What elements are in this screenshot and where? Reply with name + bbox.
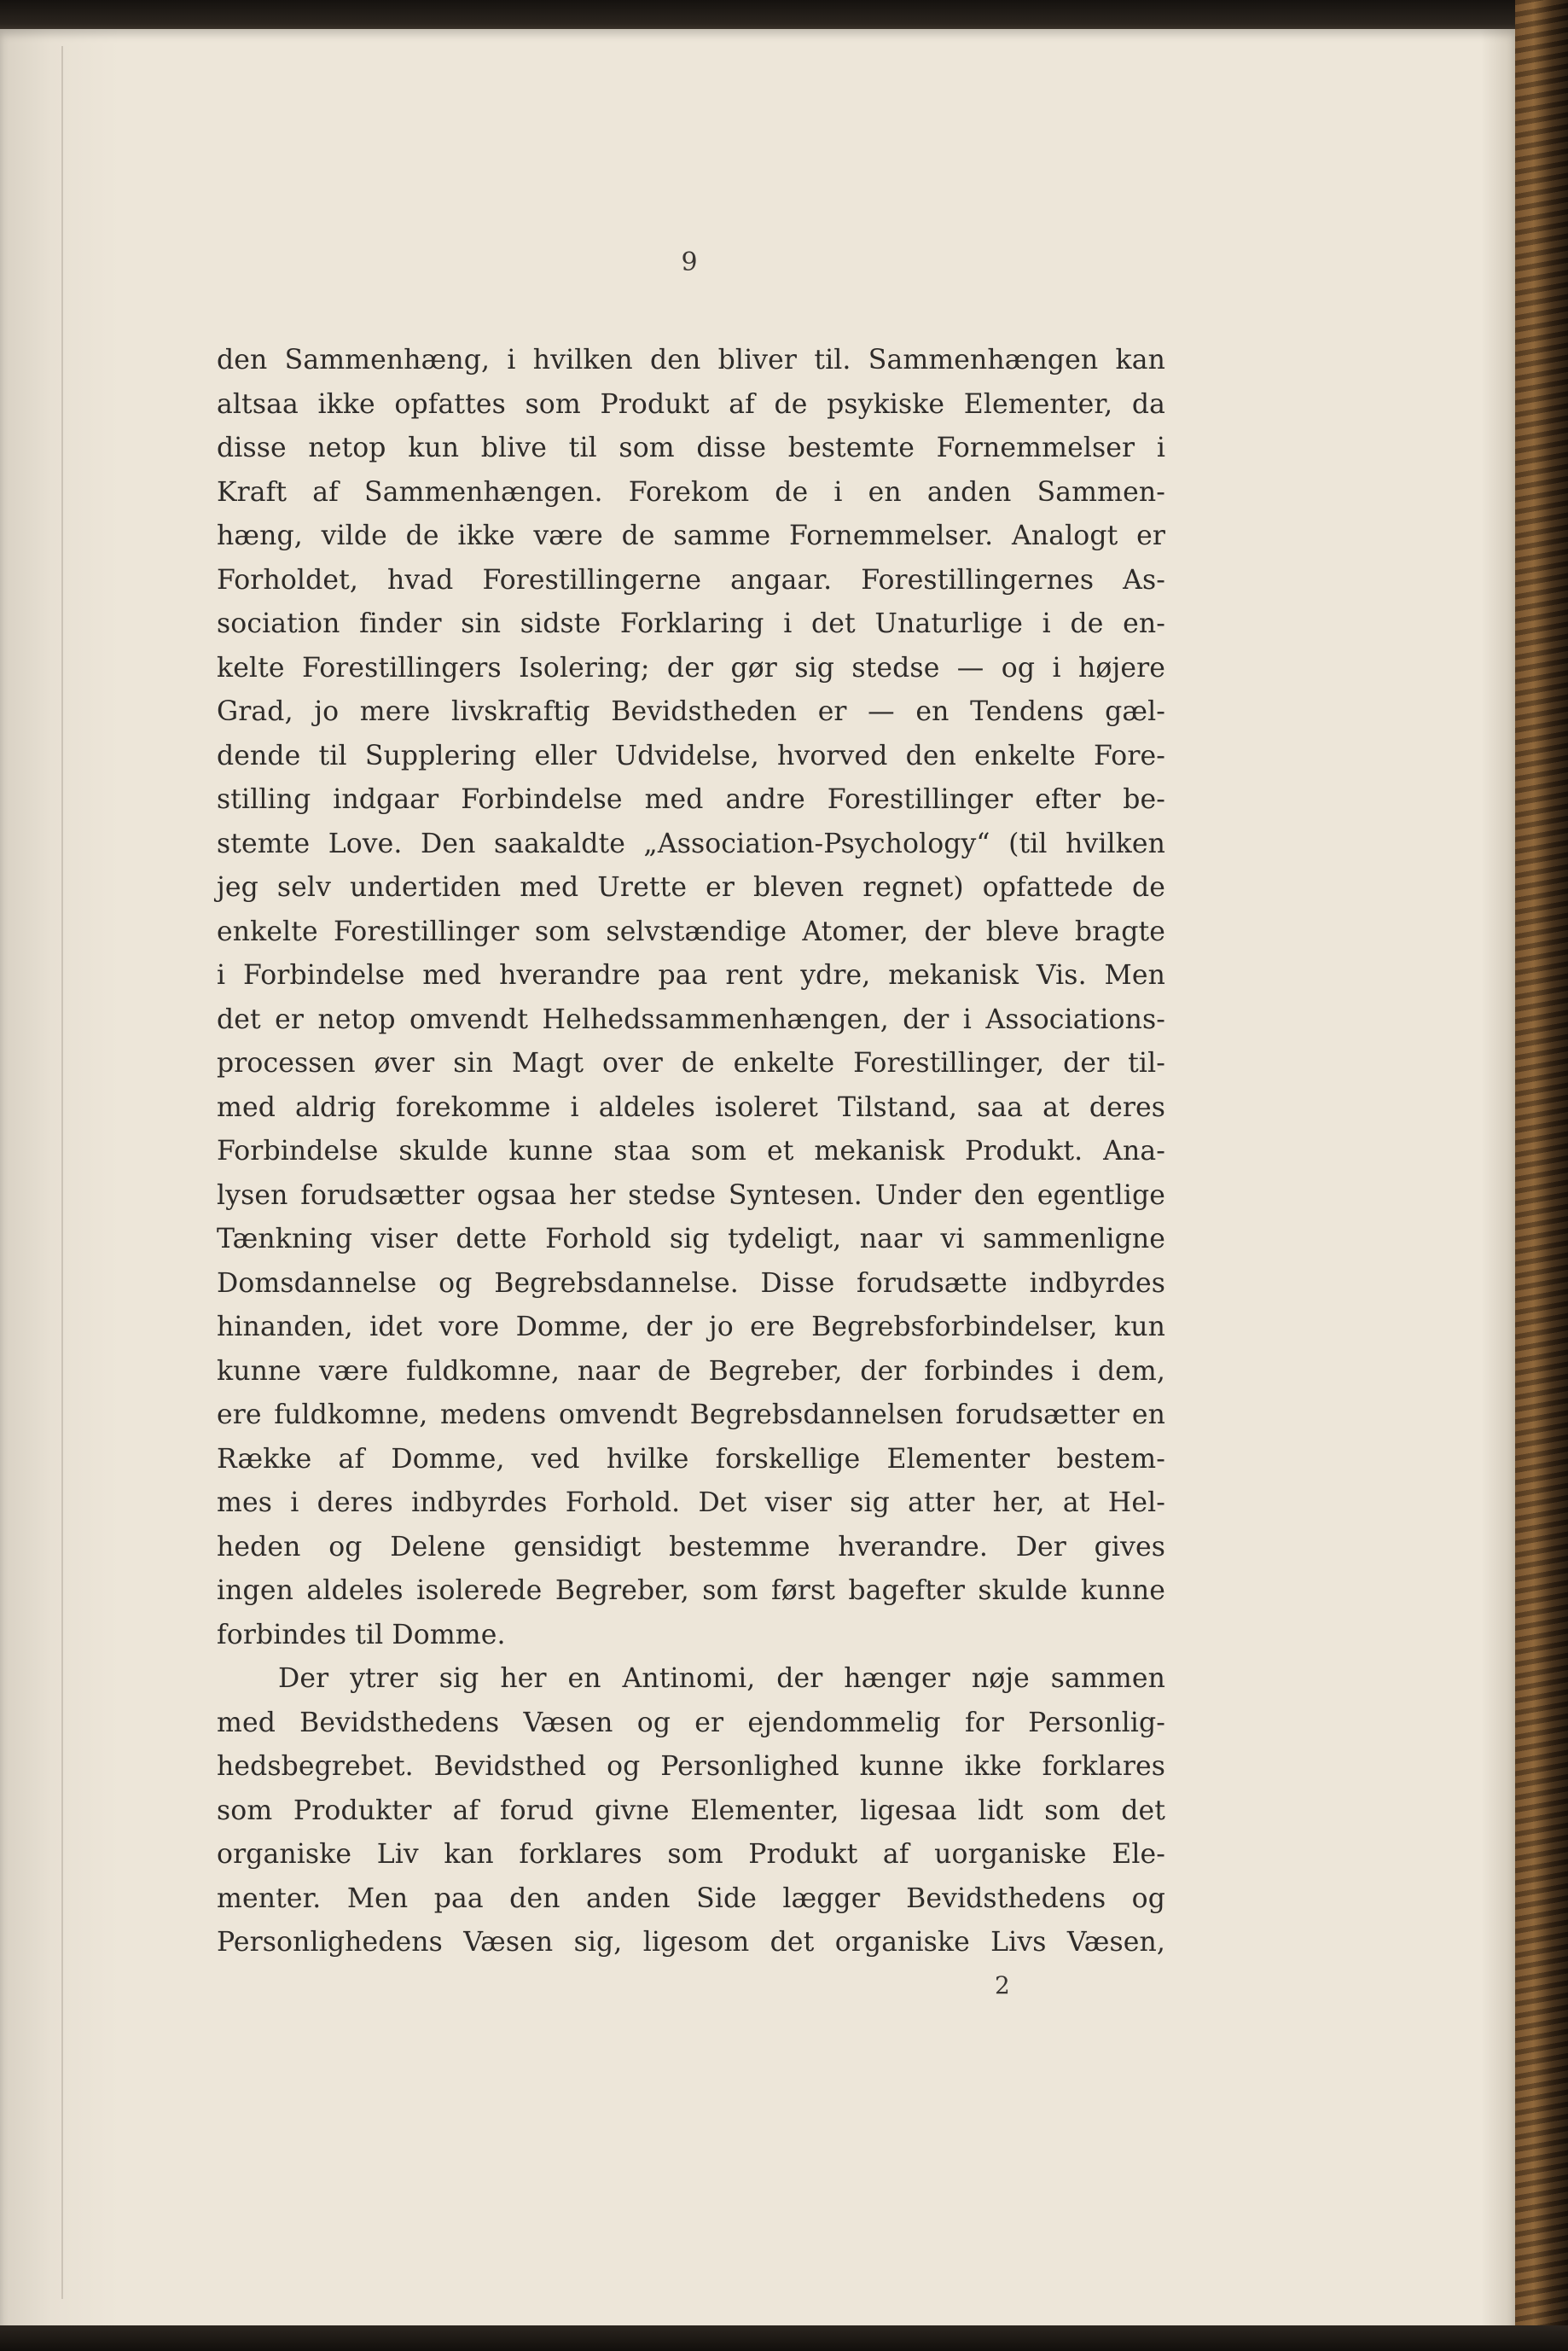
text-line: Kraft af Sammenhængen. Forekom de i en anden Sammen- <box>217 476 1165 508</box>
text-line: hinanden, idet vore Domme, der jo ere Begrebsforbindelser, kun <box>217 1312 1165 1342</box>
text-line: ingen aldeles isolerede Begreber, som først bagefter skulde kunne <box>217 1575 1165 1606</box>
text-line: Grad, jo mere livskraftig Bevidstheden er — en Tendens gæl- <box>217 696 1165 727</box>
text-line: Tænkning viser dette Forhold sig tydeligt, naar vi sammenligne <box>217 1224 1165 1254</box>
text-line: organiske Liv kan forklares som Produkt af uorganiske Ele- <box>217 1839 1165 1870</box>
text-line: Domsdannelse og Begrebsdannelse. Disse forudsætte indbyrdes <box>217 1267 1165 1299</box>
text-line: forbindes til Domme. <box>217 1619 506 1650</box>
text-line: kunne være fuldkomne, naar de Begreber, der forbindes i dem, <box>217 1355 1165 1387</box>
text-line: disse netop kun blive til som disse bestemte Fornemmelser i <box>217 433 1165 463</box>
signature-mark: 2 <box>995 1971 1010 1999</box>
text-line: den Sammenhæng, i hvilken den bliver til. Sammenhængen kan <box>217 345 1165 375</box>
text-line: Personlighedens Væsen sig, ligesom det organiske Livs Væsen, <box>217 1927 1165 1958</box>
text-line: Række af Domme, ved hvilke forskellige Elementer bestem- <box>217 1443 1165 1475</box>
text-line: stemte Love. Den saakaldte „Association-Psychology“ (til hvilken <box>217 828 1165 859</box>
text-line: processen øver sin Magt over de enkelte Forestillinger, der til- <box>217 1048 1165 1079</box>
text-line: med Bevidsthedens Væsen og er ejendommelig for Personlig- <box>217 1707 1165 1738</box>
text-line: menter. Men paa den anden Side lægger Bevidsthedens og <box>217 1883 1165 1914</box>
book-spine <box>1515 0 1568 2351</box>
page-number: 9 <box>681 247 698 277</box>
text-line: altsaa ikke opfattes som Produkt af de psykiske Elementer, da <box>217 388 1165 420</box>
text-line: jeg selv undertiden med Urette er bleven regnet) opfattede de <box>217 872 1165 903</box>
text-line: Der ytrer sig her en Antinomi, der hænger nøje sammen <box>278 1663 1165 1694</box>
book-bottom-edge <box>0 2325 1568 2351</box>
text-line: som Produkter af forud givne Elementer, ligesaa lidt som det <box>217 1795 1165 1826</box>
text-line: heden og Delene gensidigt bestemme hverandre. Der gives <box>217 1531 1165 1562</box>
text-line: kelte Forestillingers Isolering; der gør sig stedse — og i højere <box>217 652 1165 684</box>
gutter-line <box>61 46 63 2299</box>
text-line: Forholdet, hvad Forestillingerne angaar. Forestillingernes As- <box>217 564 1165 596</box>
text-line: i Forbindelse med hverandre paa rent ydre, mekanisk Vis. Men <box>217 960 1165 991</box>
text-line: ere fuldkomne, medens omvendt Begrebsdannelsen forudsætter en <box>217 1400 1165 1430</box>
text-line: med aldrig forekomme i aldeles isoleret Tilstand, saa at deres <box>217 1091 1165 1123</box>
text-line: dende til Supplering eller Udvidelse, hvorved den enkelte Fore- <box>217 740 1165 771</box>
body-text <box>217 339 1165 1965</box>
text-line: mes i deres indbyrdes Forhold. Det viser sig atter her, at Hel- <box>217 1487 1165 1518</box>
text-line: sociation finder sin sidste Forklaring i det Unaturlige i de en- <box>217 608 1165 639</box>
text-line: hedsbegrebet. Bevidsthed og Personlighed kunne ikke forklares <box>217 1751 1165 1782</box>
text-line: hæng, vilde de ikke være de samme Fornemmelser. Analogt er <box>217 521 1165 551</box>
text-line: enkelte Forestillinger som selvstændige Atomer, der bleve bragte <box>217 916 1165 947</box>
text-line: lysen forudsætter ogsaa her stedse Syntesen. Under den egentlige <box>217 1179 1165 1211</box>
text-line: det er netop omvendt Helhedssammenhængen, der i Associations- <box>217 1004 1165 1035</box>
text-line: stilling indgaar Forbindelse med andre Forestillinger efter be- <box>217 784 1165 815</box>
text-line: Forbindelse skulde kunne staa som et mekanisk Produkt. Ana- <box>217 1136 1165 1167</box>
